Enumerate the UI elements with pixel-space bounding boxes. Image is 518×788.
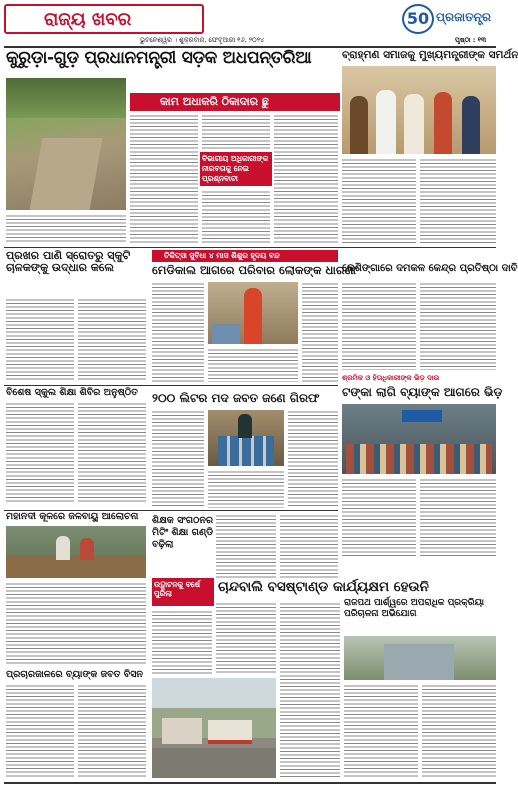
arrest-headline: ରାଜପଥ ପାର୍ଶ୍ୱରେ ଅପରାଧିକ ପ୍ରକ୍ରିୟା ପରିଚାଳନା ଅଭିଯୋଗ bbox=[344, 598, 485, 620]
water-body-col2 bbox=[78, 298, 146, 382]
section-title: ରାଜ୍ୟ ଖବର bbox=[44, 9, 132, 30]
medical-body-col2 bbox=[208, 348, 298, 382]
support-body-col1 bbox=[342, 158, 416, 244]
bank-headline: ଟଙ୍କା ଲାଗି ବ୍ୟାଙ୍କ ଆଗରେ ଭିଡ଼ bbox=[342, 385, 503, 399]
lead-inset-headline: ବିଭାଗୀୟ ଅଧିକାରୀଙ୍କ ନୀରବତାକୁ ନେଇ ପ୍ରଶ୍ନବାଚୀ bbox=[202, 154, 269, 183]
liquor-body-col2 bbox=[208, 470, 284, 508]
bus-kicker-box bbox=[152, 578, 214, 606]
liquor-photo bbox=[208, 410, 284, 466]
lead-inset-box bbox=[200, 152, 272, 186]
section-banner bbox=[4, 4, 204, 34]
page-label: ପୃଷ୍ଠା : ୧୩ bbox=[455, 36, 487, 44]
bus-body-col3 bbox=[280, 602, 340, 778]
date-line: ଭୁବନେଶ୍ୱର । ଶୁକ୍ରବାର, ଫେବୃଆରୀ ୧୬, ୨୦୨୪ bbox=[140, 36, 265, 44]
camp-headline: ବିଶେଷ ସ୍କୁଲ ଶିକ୍ଷା ଶିବିର ଅନୁଷ୍ଠିତ bbox=[6, 387, 138, 398]
bottom-left-headline: ପ୍ରଚାରଜାଳରେ ବ୍ୟାଙ୍କ ଜବତ ବିସନ bbox=[6, 669, 143, 680]
cm-meeting-photo bbox=[342, 66, 496, 154]
bank-body-col1 bbox=[342, 478, 416, 558]
medical-kicker: ଚିକିତ୍ସା ସୁବିଧା ୪ ମାସ ଶିଶୁର ହୃଦୟ ବନ୍ଦ bbox=[164, 251, 280, 260]
medical-headline: ମେଡିକାଲ ଆଗରେ ପରିବାର ଲୋକଙ୍କ ଧାରଣା bbox=[152, 263, 356, 277]
education-body-col1 bbox=[216, 514, 276, 578]
medical-body-col1 bbox=[152, 282, 204, 382]
bus-body-col1 bbox=[152, 610, 212, 674]
liquor-body-col3 bbox=[288, 410, 338, 508]
bus-headline: ଚାନ୍ଦବାଲି ବସଷ୍ଟାଣ୍ଡ କାର୍ଯ୍ୟକ୍ଷମ ହେଉନି bbox=[218, 579, 429, 595]
bus-stand-photo bbox=[152, 678, 276, 778]
keshinga-headline: କେଶିଙ୍ଗାରେ ଦମକଳ କେନ୍ଦ୍ର ପ୍ରତିଷ୍ଠା ଦାବି bbox=[342, 263, 518, 274]
liquor-body-col1 bbox=[152, 410, 204, 508]
road-photo bbox=[6, 78, 126, 210]
brand-name: ପ୍ରଜାତନ୍ତ୍ର bbox=[436, 10, 492, 24]
lead-body-col1 bbox=[130, 114, 198, 244]
education-body-col2 bbox=[280, 514, 338, 578]
arrest-body-col1 bbox=[344, 684, 418, 778]
medical-body-col3 bbox=[302, 282, 338, 382]
water-headline: ପ୍ରଖର ପାଣି ସ୍ରୋତରୁ ସ୍କୁଟି ଚାଳକଙ୍କୁ ଉଦ୍ଧାର କଲେ bbox=[6, 249, 131, 274]
support-body-col2 bbox=[420, 158, 496, 244]
bus-kicker: ଉଦ୍ଘାଟନକୁ ବର୍ଷେ ପୁରିଲା bbox=[154, 580, 201, 599]
liquor-headline: ୨୦୦ ଲିଟର ମଦ ଜବତ ଜଣେ ଗିରଫ bbox=[152, 391, 320, 405]
arrest-body-col2 bbox=[422, 684, 496, 778]
keshinga-body-col1 bbox=[342, 282, 416, 370]
river-photo bbox=[6, 526, 146, 578]
bank-photo bbox=[342, 404, 496, 474]
bottom-left-body-col2 bbox=[78, 684, 146, 778]
lead-subhead: କାମ ଅଧାକରି ଠିକାଦାର ଛୁ bbox=[160, 95, 269, 108]
anniversary-logo: 50 bbox=[402, 4, 434, 34]
camp-body-col2 bbox=[78, 402, 146, 502]
support-headline: ବ୍ରାହ୍ମଣ ସମାଜକୁ ମୁଖ୍ୟମନ୍ତ୍ରୀଙ୍କ ସମର୍ଥନ bbox=[342, 49, 518, 61]
bus-body-col2 bbox=[216, 602, 276, 674]
keshinga-body-col2 bbox=[420, 282, 496, 370]
camp-body-col1 bbox=[6, 402, 74, 502]
protest-photo bbox=[208, 282, 298, 344]
lead-body-col3 bbox=[202, 190, 270, 244]
bank-body-col2 bbox=[420, 478, 496, 558]
water-body-col1 bbox=[6, 298, 74, 382]
bank-kicker: ଶ୍ରମିକ ଓ ହିତାଧିକାରୀଙ୍କ ଭିଡ଼ ଦାଉ bbox=[342, 374, 440, 382]
lead-body-under-photo bbox=[6, 214, 126, 244]
footer-rule bbox=[4, 782, 496, 784]
lead-headline: କୁରୁଡ଼ା-ଗୁଡ଼ ପ୍ରଧାନମନ୍ତ୍ରୀ ସଡ଼କ ଅଧପନ୍ତରିଆ bbox=[6, 48, 312, 68]
education-headline: ଶିକ୍ଷକ ସଂଗଠନର ମିଟିଂ ଶିକ୍ଷା ଗଣ୍ଡି ବଢ଼ିଲା bbox=[152, 515, 214, 550]
lead-body-col2 bbox=[202, 114, 270, 150]
lead-subhead-bar bbox=[130, 93, 340, 111]
left-body-block bbox=[6, 582, 146, 666]
arrest-photo bbox=[344, 636, 496, 680]
lead-body-col4 bbox=[274, 114, 338, 244]
medical-kicker-bar bbox=[152, 250, 338, 262]
mahanadi-headline: ମହାନଦୀ କୂଳରେ ଜଳବାୟୁ ଆଲୋଚନା bbox=[6, 511, 139, 522]
bottom-left-body-col1 bbox=[6, 684, 74, 778]
